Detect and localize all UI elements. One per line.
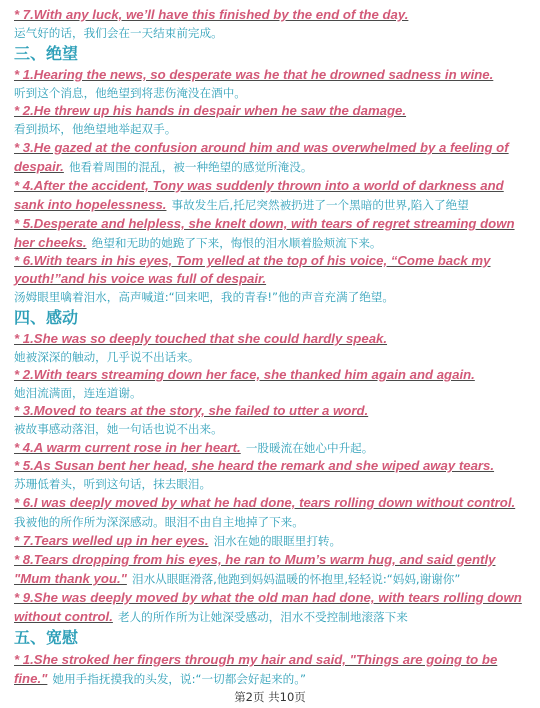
list-item	[14, 650, 530, 688]
list-item	[14, 457, 530, 493]
english-sentence: * 3.He gazed at the confusion around him and was overwhelmed by a feeling of despair.	[14, 140, 509, 174]
chinese-translation: 事故发生后,托尼突然被扔进了一个黑暗的世界,陷入了绝望	[171, 198, 469, 212]
chinese-translation: 她用手指抚摸我的头发，说:“一切都会好起来的。”	[52, 672, 307, 686]
list-item	[14, 366, 530, 402]
chinese-translation: 被故事感动落泪，她一句话也说不出来。	[14, 422, 223, 436]
english-sentence: * 3.Moved to tears at the story, she failed to utter a word.	[14, 403, 369, 418]
english-sentence: * 2.With tears streaming down her face, she thanked him again and again.	[14, 367, 475, 382]
english-sentence: * 4.After the accident, Tony was suddenly thrown into a world of darkness and sank into hopelessness.	[14, 178, 504, 212]
english-sentence: * 7.With any luck, we’ll have this finished by the end of the day.	[14, 7, 409, 22]
chinese-translation: 她泪流满面，连连道谢。	[14, 386, 142, 400]
list-item	[14, 138, 530, 176]
english-sentence: * 1.She stroked her fingers through my hair and said, "Things are going to be fine."	[14, 652, 498, 686]
chinese-translation: 老人的所作所为让她深受感动，泪水不受控制地滚落下来	[117, 610, 408, 624]
list-item	[14, 252, 530, 306]
list-item	[14, 214, 530, 252]
list-item	[14, 550, 530, 588]
chinese-translation: 泪水在她的眼眶里打转。	[213, 534, 342, 548]
chinese-translation: 运气好的话，我们会在一天结束前完成。	[14, 26, 223, 40]
section-heading-comfort: 五、宽慰	[14, 628, 79, 647]
english-sentence: * 1.Hearing the news, so desperate was he that he drowned sadness in wine.	[14, 67, 494, 82]
chinese-translation: 他看着周围的混乱，被一种绝望的感觉所淹没。	[68, 160, 313, 174]
chinese-translation: 听到这个消息，他绝望到将悲伤淹没在酒中。	[14, 86, 246, 100]
chinese-translation: 看到损坏，他绝望地举起双手。	[14, 122, 177, 136]
english-sentence: * 9.She was deeply moved by what the old man had done, with tears rolling down without control.	[14, 590, 522, 624]
english-sentence: * 4.A warm current rose in her heart.	[14, 440, 241, 455]
english-sentence: * 6.With tears in his eyes, Tom yelled at the top of his voice, “Come back my youth!”and his voice was full of despair.	[14, 253, 491, 286]
list-item	[14, 493, 530, 531]
chinese-translation: 一股暖流在她心中升起。	[245, 441, 374, 455]
list-item	[14, 6, 530, 42]
list-item	[14, 330, 530, 366]
list-item	[14, 102, 530, 138]
english-sentence: * 6.I was deeply moved by what he had done, tears rolling down without control.	[14, 495, 516, 510]
english-sentence: * 8.Tears dropping from his eyes, he ran to Mum’s warm hug, and said gently "Mum thank you."	[14, 552, 496, 586]
chinese-translation: 她被深深的触动，几乎说不出话来。	[14, 350, 200, 364]
chinese-translation: 汤姆眼里噙着泪水，高声喊道:“回来吧，我的青春!”他的声音充满了绝望。	[14, 290, 394, 304]
english-sentence: * 2.He threw up his hands in despair when he saw the damage.	[14, 103, 407, 118]
chinese-translation: 我被他的所作所为深深感动。眼泪不由自主地掉了下来。	[14, 515, 304, 529]
chinese-translation: 泪水从眼眶滑落,他跑到妈妈温暖的怀抱里,轻轻说:“妈妈,谢谢你”	[131, 572, 461, 586]
chinese-translation: 绝望和无助的她跪了下来，悔恨的泪水顺着脸颊流下来。	[91, 236, 382, 250]
chinese-translation: 苏珊低着头，听到这句话，抹去眼泪。	[14, 477, 212, 491]
english-sentence: * 5.Desperate and helpless, she knelt down, with tears of regret streaming down her cheeks.	[14, 216, 515, 250]
list-item	[14, 588, 530, 626]
section-heading-despair: 三、绝望	[14, 44, 79, 63]
document-page	[14, 6, 530, 688]
page-number: 第2页 共10页	[234, 690, 306, 704]
english-sentence: * 5.As Susan bent her head, she heard the remark and she wiped away tears.	[14, 458, 495, 473]
english-sentence: * 1.She was so deeply touched that she could hardly speak.	[14, 331, 388, 346]
list-item	[14, 438, 530, 457]
list-item	[14, 531, 530, 550]
english-sentence: * 7.Tears welled up in her eyes.	[14, 533, 209, 548]
list-item	[14, 176, 530, 214]
list-item	[14, 66, 530, 102]
section-heading-moved: 四、感动	[14, 308, 79, 327]
list-item	[14, 402, 530, 438]
